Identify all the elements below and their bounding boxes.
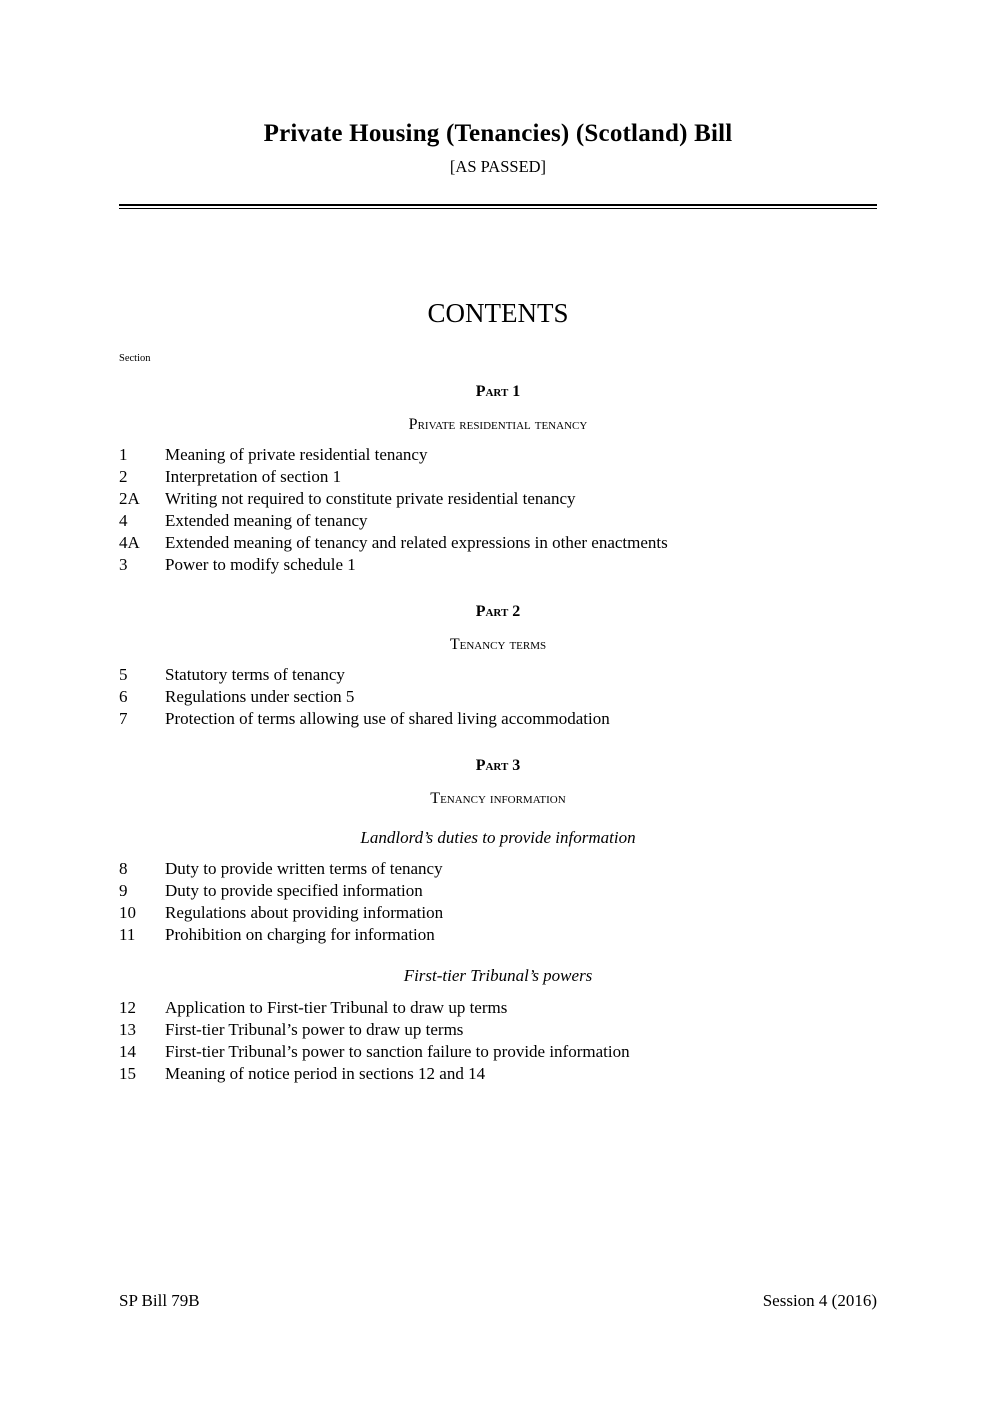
entry-number: 1 xyxy=(119,445,128,465)
entry-number: 14 xyxy=(119,1041,136,1061)
contents-part xyxy=(119,730,877,1085)
entry-number: 10 xyxy=(119,903,136,923)
part-title: Part 1 xyxy=(475,382,521,400)
entry-title: Duty to provide written terms of tenancy xyxy=(165,859,443,879)
contents-entry[interactable] xyxy=(119,510,877,532)
entry-number: 8 xyxy=(119,859,128,879)
entry-number: 6 xyxy=(119,687,128,707)
entry-number: 15 xyxy=(119,1063,136,1083)
contents-entry[interactable] xyxy=(119,708,877,730)
entry-title: Statutory terms of tenancy xyxy=(165,665,345,685)
contents-part xyxy=(119,365,877,576)
part-subtitle: Private residential tenancy xyxy=(408,415,588,433)
entry-title: Interpretation of section 1 xyxy=(165,467,342,487)
contents-entry[interactable] xyxy=(119,532,877,554)
contents-entry[interactable] xyxy=(119,924,877,946)
entry-title: Application to First-tier Tribunal to draw up terms xyxy=(165,997,508,1017)
entry-title: Prohibition on charging for information xyxy=(165,925,435,945)
entry-number: 2A xyxy=(119,489,140,509)
contents-entry-list xyxy=(119,847,877,946)
contents-entry[interactable] xyxy=(119,554,877,576)
entry-title: First-tier Tribunal’s power to draw up terms xyxy=(165,1019,464,1039)
entry-number: 3 xyxy=(119,555,128,575)
entry-title: Meaning of private residential tenancy xyxy=(165,445,428,465)
contents-entry-list xyxy=(119,986,877,1085)
document-status-subtitle: [AS PASSED] xyxy=(449,156,547,176)
contents-entry[interactable] xyxy=(119,1041,877,1063)
contents-entry[interactable] xyxy=(119,466,877,488)
contents-entry[interactable] xyxy=(119,880,877,902)
entry-number: 2 xyxy=(119,467,128,487)
contents-entry-list xyxy=(119,653,877,730)
contents-list xyxy=(119,365,877,1085)
entry-title: Power to modify schedule 1 xyxy=(165,555,356,575)
contents-entry[interactable] xyxy=(119,686,877,708)
entry-title: Regulations about providing information xyxy=(165,903,444,923)
entry-title: Extended meaning of tenancy xyxy=(165,511,368,531)
contents-part xyxy=(119,576,877,730)
contents-entry[interactable] xyxy=(119,1063,877,1085)
section-column-label: Section xyxy=(119,353,151,365)
session-reference: Session 4 (2016) xyxy=(762,1291,877,1310)
entry-number: 13 xyxy=(119,1019,136,1039)
page-title: Private Housing (Tenancies) (Scotland) Bill xyxy=(263,120,733,147)
contents-group xyxy=(119,946,877,986)
page-content xyxy=(119,0,877,1085)
contents-group xyxy=(119,808,877,848)
entry-title: Extended meaning of tenancy and related expressions in other enactments xyxy=(165,533,668,553)
part-title: Part 3 xyxy=(475,757,521,775)
entry-title: Writing not required to constitute private residential tenancy xyxy=(165,489,576,509)
entry-number: 12 xyxy=(119,997,136,1017)
contents-entry-list xyxy=(119,433,877,576)
entry-number: 4A xyxy=(119,533,140,553)
part-title: Part 2 xyxy=(475,603,521,621)
entry-number: 9 xyxy=(119,881,128,901)
contents-entry[interactable] xyxy=(119,444,877,466)
entry-number: 11 xyxy=(119,925,136,945)
part-subtitle: Tenancy information xyxy=(430,789,566,807)
contents-entry[interactable] xyxy=(119,1019,877,1041)
entry-number: 4 xyxy=(119,511,128,531)
contents-heading: CONTENTS xyxy=(427,297,569,328)
contents-entry[interactable] xyxy=(119,997,877,1019)
entry-number: 5 xyxy=(119,665,128,685)
entry-title: First-tier Tribunal’s power to sanction failure to provide information xyxy=(165,1041,630,1061)
entry-title: Protection of terms allowing use of shared living accommodation xyxy=(165,709,610,729)
entry-number: 7 xyxy=(119,709,128,729)
contents-entry[interactable] xyxy=(119,858,877,880)
entry-title: Regulations under section 5 xyxy=(165,687,355,707)
entry-title: Meaning of notice period in sections 12 and 14 xyxy=(165,1063,486,1083)
part-subtitle: Tenancy terms xyxy=(449,635,547,653)
entry-title: Duty to provide specified information xyxy=(165,881,423,901)
contents-entry[interactable] xyxy=(119,902,877,924)
contents-entry[interactable] xyxy=(119,488,877,510)
page-footer xyxy=(119,1292,877,1311)
contents-entry[interactable] xyxy=(119,664,877,686)
group-heading: Landlord’s duties to provide information xyxy=(360,827,636,847)
bill-reference: SP Bill 79B xyxy=(119,1291,200,1310)
group-heading: First-tier Tribunal’s powers xyxy=(403,966,593,986)
